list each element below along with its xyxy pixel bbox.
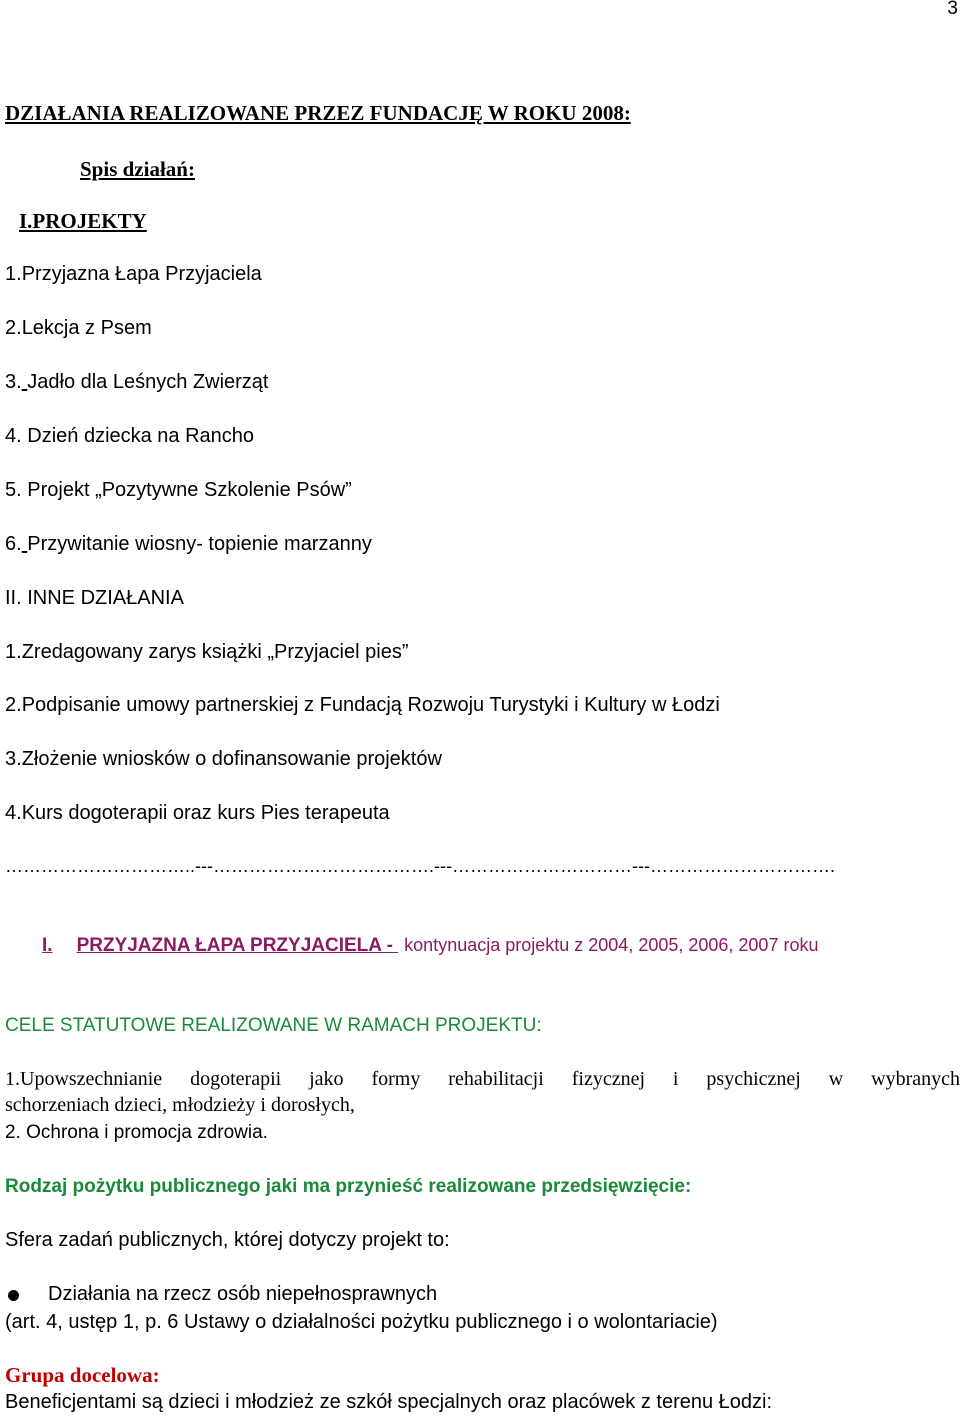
document-title: DZIAŁANIA REALIZOWANE PRZEZ FUNDACJĘ W ROKU 2008: (5, 101, 631, 125)
sphere-intro: Sfera zadań publicznych, której dotyczy projekt to: (5, 1229, 450, 1251)
project-list-item: 4. Dzień dziecka na Rancho (5, 425, 255, 447)
sphere-bullet-item: Działania na rzecz osób niepełnosprawnych (48, 1283, 438, 1305)
goals-heading: CELE STATUTOWE REALIZOWANE W RAMACH PROJEKTU: (5, 1015, 542, 1036)
goal-2: 2. Ochrona i promocja zdrowia. (5, 1122, 268, 1143)
benefit-heading: Rodzaj pożytku publicznego jaki ma przynieść realizowane przedsięwzięcie: (5, 1176, 692, 1197)
dotted-separator: …………………………..---……………………………….---…………………………---…………………………. (5, 856, 835, 876)
project-heading (42, 935, 818, 957)
activity-list-item: 2.Podpisanie umowy partnerskiej z Fundacją Rozwoju Turystyki i Kultury w Łodzi (5, 694, 720, 716)
project-list-item: 1.Przyjazna Łapa Przyjaciela (5, 263, 262, 285)
activity-list-item: 1.Zredagowany zarys książki „Przyjaciel pies” (5, 641, 409, 663)
section-other-heading: II. INNE DZIAŁANIA (5, 587, 184, 609)
project-list-item: 3. Jadło dla Leśnych Zwierząt (5, 371, 269, 393)
toc-label: Spis działań: (80, 157, 195, 181)
section-projects-heading: I.PROJEKTY (19, 209, 147, 233)
bullet-icon (8, 1290, 19, 1301)
project-name: PRZYJAZNA ŁAPA PRZYJACIELA - (76, 935, 399, 956)
target-group-text: Beneficjentami są dzieci i młodzież ze szkół specjalnych oraz placówek z terenu Łodzi: (5, 1391, 773, 1413)
activity-list-item: 4.Kurs dogoterapii oraz kurs Pies terapeuta (5, 802, 390, 824)
goal-1-line-1: 1.Upowszechnianie dogoterapii jako formy rehabilitacji fizycznej i psychicznej w wybranych (5, 1068, 960, 1090)
goal-1-line-2: schorzeniach dzieci, młodzieży i dorosłych, (5, 1094, 355, 1116)
sphere-legal-reference: (art. 4, ustęp 1, p. 6 Ustawy o działalności pożytku publicznego i o wolontariacie) (5, 1311, 718, 1333)
project-list-item: 2.Lekcja z Psem (5, 317, 152, 339)
project-continuation: kontynuacja projektu z 2004, 2005, 2006, 2007 roku (404, 935, 819, 955)
activity-list-item: 3.Złożenie wniosków o dofinansowanie projektów (5, 748, 442, 770)
project-number: I. (42, 935, 53, 956)
target-group-heading: Grupa docelowa: (5, 1363, 160, 1387)
project-list-item: 5. Projekt „Pozytywne Szkolenie Psów” (5, 479, 352, 501)
page-number: 3 (947, 0, 958, 19)
project-list-item: 6. Przywitanie wiosny- topienie marzanny (5, 533, 372, 555)
